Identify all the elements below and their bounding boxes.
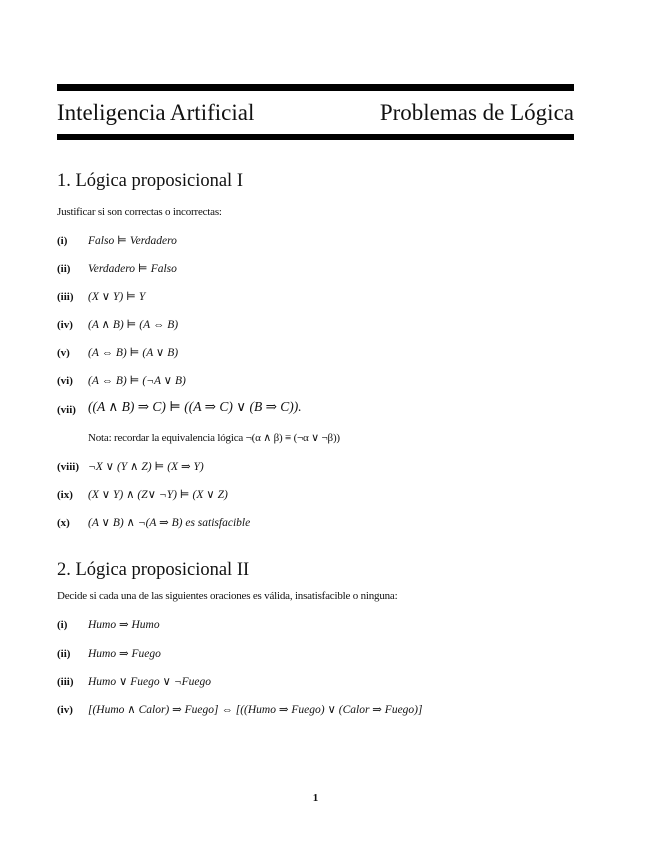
item-formula: (X ∨ Y) ⊨ Y	[88, 291, 146, 303]
list-item	[57, 459, 577, 479]
item-label: (viii)	[57, 461, 79, 473]
item-label: (iv)	[57, 704, 73, 716]
list-item	[57, 261, 577, 281]
item-formula: (A ∧ B) ⊨ (A ⇔ B)	[88, 319, 179, 331]
list-item	[57, 233, 577, 253]
document-title: Problemas de Lógica	[379, 100, 574, 125]
section-1-intro: Justificar si son correctas o incorrectas:	[57, 206, 222, 218]
page-number: 1	[312, 792, 319, 804]
course-title: Inteligencia Artificial	[57, 100, 255, 125]
list-item	[57, 399, 577, 422]
item-label: (iii)	[57, 676, 74, 688]
list-item	[57, 289, 577, 309]
item-formula: ¬X ∨ (Y ∧ Z) ⊨ (X ⇒ Y)	[88, 461, 204, 473]
item-label: (ix)	[57, 489, 73, 501]
list-item	[57, 646, 577, 666]
list-item	[57, 345, 577, 365]
item-formula: [(Humo ∧ Calor) ⇒ Fuego] ⇔ [((Humo ⇒ Fuego) ∨ (Calor ⇒ Fuego)]	[88, 704, 423, 716]
item-label: (i)	[57, 619, 68, 631]
list-item	[57, 317, 577, 337]
item-formula: Humo ⇒ Humo	[88, 619, 160, 631]
section-2-title: 2. Lógica proposicional II	[57, 560, 250, 580]
list-item	[57, 617, 577, 637]
item-label: (i)	[57, 235, 68, 247]
item-formula: Humo ⇒ Fuego	[88, 648, 161, 660]
list-item	[57, 702, 577, 722]
header-bottom-rule	[57, 134, 574, 140]
item-formula: Falso ⊨ Verdadero	[88, 235, 177, 247]
list-item	[57, 674, 577, 694]
item-formula: (A ⇔ B) ⊨ (¬A ∨ B)	[88, 375, 186, 387]
item-label: (ii)	[57, 263, 71, 275]
list-item	[57, 487, 577, 507]
item-formula: (A ⇔ B) ⊨ (A ∨ B)	[88, 347, 179, 359]
item-formula: Humo ∨ Fuego ∨ ¬Fuego	[88, 676, 211, 688]
item-formula: (X ∨ Y) ∧ (Z∨ ¬Y) ⊨ (X ∨ Z)	[88, 489, 228, 501]
item-label: (ii)	[57, 648, 71, 660]
list-item	[57, 515, 577, 535]
item-formula: Verdadero ⊨ Falso	[88, 263, 177, 275]
section-2-intro: Decide si cada una de las siguientes oraciones es válida, insatisfacible o ninguna:	[57, 590, 398, 602]
item-label: (iv)	[57, 319, 73, 331]
list-item	[57, 373, 577, 393]
item-label: (iii)	[57, 291, 74, 303]
header-top-rule	[57, 84, 574, 91]
item-formula: (A ∨ B) ∧ ¬(A ⇒ B) es satisfacible	[88, 517, 251, 529]
section-1-title: 1. Lógica proposicional I	[57, 171, 243, 191]
item-label: (vi)	[57, 375, 73, 387]
item-label: (v)	[57, 347, 70, 359]
equivalence-note: Nota: recordar la equivalencia lógica ¬(α ∧ β) ≡ (¬α ∨ ¬β))	[88, 432, 340, 444]
item-label: (x)	[57, 517, 70, 529]
item-formula: ((A ∧ B) ⇒ C) ⊨ ((A ⇒ C) ∨ (B ⇒ C)).	[88, 399, 302, 414]
item-label: (vii)	[57, 404, 76, 416]
